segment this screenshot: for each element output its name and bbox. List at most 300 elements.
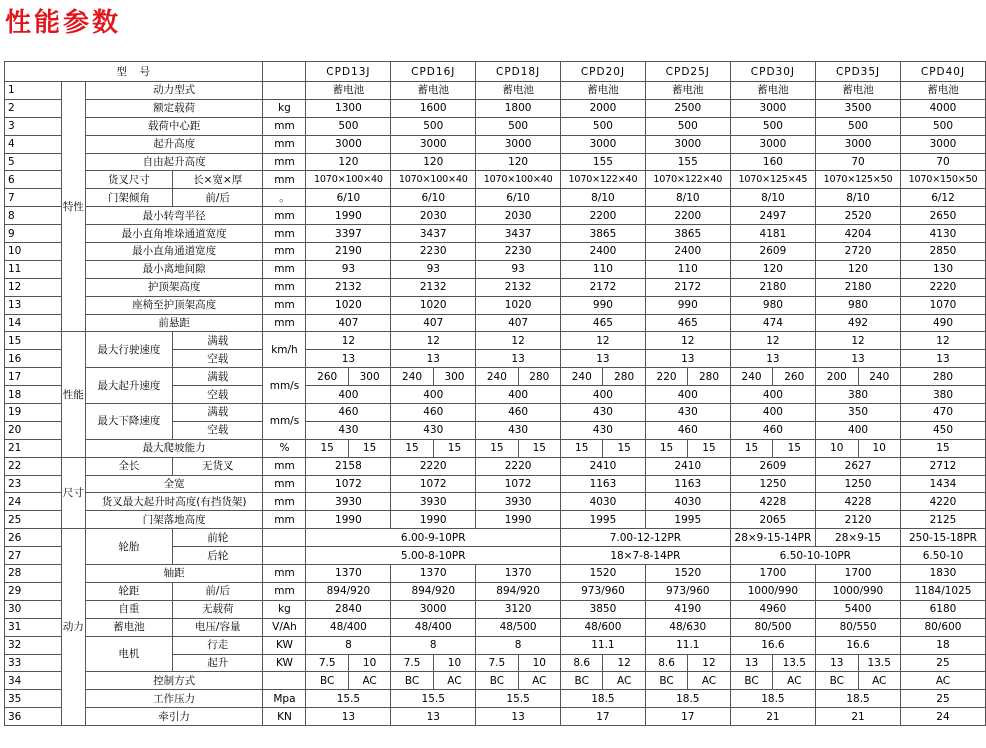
- table-row: [5, 243, 986, 261]
- value-cell: 1163: [645, 475, 730, 493]
- row-number: 14: [5, 314, 62, 332]
- unit-cell: [263, 672, 306, 690]
- value-cell: 2200: [645, 207, 730, 225]
- value-cell: AC: [858, 672, 900, 690]
- value-cell: 11.1: [645, 636, 730, 654]
- value-cell: 2400: [645, 243, 730, 261]
- model-header: CPD18J: [476, 62, 561, 82]
- value-cell: 7.5: [476, 654, 518, 672]
- value-cell: 3397: [306, 225, 391, 243]
- param-label: 门架落地高度: [85, 511, 263, 529]
- param-label: 货叉尺寸: [85, 171, 172, 189]
- value-cell: 1990: [306, 207, 391, 225]
- value-cell: 280: [603, 368, 645, 386]
- unit-cell: V/Ah: [263, 618, 306, 636]
- value-cell: 1020: [391, 296, 476, 314]
- value-cell: 6180: [900, 600, 985, 618]
- value-cell: 3000: [391, 135, 476, 153]
- param-sublabel: 前/后: [172, 582, 262, 600]
- unit-cell: kg: [263, 99, 306, 117]
- value-cell: 12: [561, 332, 646, 350]
- value-cell: 12: [306, 332, 391, 350]
- row-number: 36: [5, 708, 62, 726]
- value-cell: 4204: [816, 225, 901, 243]
- param-label: 牵引力: [85, 708, 263, 726]
- value-cell: 2132: [391, 278, 476, 296]
- value-cell: 500: [900, 117, 985, 135]
- unit-cell: mm: [263, 278, 306, 296]
- value-cell: 120: [476, 153, 561, 171]
- value-cell: 2220: [900, 278, 985, 296]
- value-cell: 430: [561, 421, 646, 439]
- value-cell: 2840: [306, 600, 391, 618]
- value-cell: 300: [433, 368, 475, 386]
- value-cell: 13: [816, 654, 858, 672]
- param-label: 最大下降速度: [85, 404, 172, 440]
- value-cell: 1995: [645, 511, 730, 529]
- param-label: 最小直角堆垛通道宽度: [85, 225, 263, 243]
- value-cell: 蓄电池: [730, 82, 815, 100]
- value-cell: 21: [730, 708, 815, 726]
- value-cell: 2065: [730, 511, 815, 529]
- value-cell: 1520: [561, 565, 646, 583]
- row-number: 21: [5, 439, 62, 457]
- value-cell: 13: [730, 350, 815, 368]
- value-cell: 1250: [816, 475, 901, 493]
- value-cell: 1020: [306, 296, 391, 314]
- table-row: [5, 260, 986, 278]
- value-cell: 2410: [645, 457, 730, 475]
- value-cell: 500: [816, 117, 901, 135]
- value-cell: 4000: [900, 99, 985, 117]
- value-cell: AC: [603, 672, 645, 690]
- value-cell: 380: [900, 386, 985, 404]
- value-cell: 2230: [391, 243, 476, 261]
- table-row: [5, 171, 986, 189]
- value-cell: 3000: [730, 135, 815, 153]
- table-row: [5, 457, 986, 475]
- model-header: CPD40J: [900, 62, 985, 82]
- table-row: [5, 600, 986, 618]
- value-cell: 93: [391, 260, 476, 278]
- value-cell: 430: [306, 421, 391, 439]
- value-cell: 70: [816, 153, 901, 171]
- table-row: [5, 565, 986, 583]
- value-cell: 25: [900, 654, 985, 672]
- row-number: 27: [5, 547, 62, 565]
- value-cell: 894/920: [476, 582, 561, 600]
- row-number: 6: [5, 171, 62, 189]
- row-number: 8: [5, 207, 62, 225]
- value-cell: 15: [900, 439, 985, 457]
- unit-cell: mm: [263, 225, 306, 243]
- value-cell: 240: [476, 368, 518, 386]
- value-cell: 3865: [645, 225, 730, 243]
- value-cell: 2712: [900, 457, 985, 475]
- table-row: [5, 368, 986, 386]
- model-header: CPD13J: [306, 62, 391, 82]
- value-cell: 380: [816, 386, 901, 404]
- value-cell: 3000: [816, 135, 901, 153]
- value-cell: 280: [518, 368, 560, 386]
- param-sublabel: 长×宽×厚: [172, 171, 262, 189]
- row-number: 1: [5, 82, 62, 100]
- value-cell: 1000/990: [816, 582, 901, 600]
- table-row: [5, 636, 986, 654]
- value-cell: 1370: [306, 565, 391, 583]
- table-row: [5, 153, 986, 171]
- value-cell: 12: [391, 332, 476, 350]
- param-label: 控制方式: [85, 672, 263, 690]
- unit-cell: mm: [263, 171, 306, 189]
- value-cell: 3865: [561, 225, 646, 243]
- unit-cell: mm: [263, 565, 306, 583]
- param-label: 额定载荷: [85, 99, 263, 117]
- value-cell: 430: [645, 404, 730, 422]
- param-sublabel: 满载: [172, 404, 262, 422]
- value-cell: 1070×100×40: [391, 171, 476, 189]
- value-cell: 3000: [561, 135, 646, 153]
- value-cell: 465: [561, 314, 646, 332]
- group-label: 动力: [62, 529, 86, 726]
- value-cell: 1070×100×40: [476, 171, 561, 189]
- row-number: 23: [5, 475, 62, 493]
- row-number: 32: [5, 636, 62, 654]
- value-cell: 894/920: [306, 582, 391, 600]
- value-cell: 15.5: [476, 690, 561, 708]
- table-row: [5, 332, 986, 350]
- value-cell: 155: [561, 153, 646, 171]
- value-cell: 8/10: [816, 189, 901, 207]
- value-cell: 2190: [306, 243, 391, 261]
- unit-cell: mm: [263, 582, 306, 600]
- param-label: 护顶架高度: [85, 278, 263, 296]
- value-cell: 8/10: [561, 189, 646, 207]
- value-cell: 15: [773, 439, 816, 457]
- param-sublabel: 空载: [172, 421, 262, 439]
- row-number: 20: [5, 421, 62, 439]
- value-cell: 2220: [391, 457, 476, 475]
- value-cell: 2520: [816, 207, 901, 225]
- value-cell: 8: [476, 636, 561, 654]
- value-cell: 1800: [476, 99, 561, 117]
- value-cell: 18.5: [561, 690, 646, 708]
- value-cell: 460: [730, 421, 815, 439]
- value-cell: 13.5: [858, 654, 900, 672]
- value-cell: BC: [561, 672, 603, 690]
- value-cell: 8/10: [730, 189, 815, 207]
- value-cell: 13: [816, 350, 901, 368]
- value-cell: 蓄电池: [476, 82, 561, 100]
- model-header: CPD16J: [391, 62, 476, 82]
- table-row: [5, 404, 986, 422]
- value-cell: 93: [306, 260, 391, 278]
- unit-cell: mm: [263, 511, 306, 529]
- row-number: 22: [5, 457, 62, 475]
- value-cell: 3930: [476, 493, 561, 511]
- value-cell: 3930: [391, 493, 476, 511]
- value-cell: 2609: [730, 243, 815, 261]
- value-cell: BC: [391, 672, 433, 690]
- value-cell: 8.6: [645, 654, 687, 672]
- value-cell: 3000: [645, 135, 730, 153]
- value-cell: 2132: [306, 278, 391, 296]
- value-cell: 15: [433, 439, 475, 457]
- value-cell: 6/12: [900, 189, 985, 207]
- value-cell: 8: [306, 636, 391, 654]
- value-cell: 17: [561, 708, 646, 726]
- value-cell: 5400: [816, 600, 901, 618]
- value-cell: 2172: [561, 278, 646, 296]
- param-label: 座椅至护顶架高度: [85, 296, 263, 314]
- value-cell: AC: [900, 672, 985, 690]
- value-cell: 4190: [645, 600, 730, 618]
- value-cell: 93: [476, 260, 561, 278]
- value-cell: 500: [391, 117, 476, 135]
- param-sublabel: 起升: [172, 654, 262, 672]
- unit-cell: mm/s: [263, 368, 306, 404]
- value-cell: 蓄电池: [306, 82, 391, 100]
- unit-cell: [263, 547, 306, 565]
- value-cell: 430: [391, 421, 476, 439]
- value-cell: 蓄电池: [561, 82, 646, 100]
- param-label: 自重: [85, 600, 172, 618]
- table-row: [5, 278, 986, 296]
- value-cell: 460: [476, 404, 561, 422]
- unit-cell: mm: [263, 135, 306, 153]
- value-cell: 250-15-18PR: [900, 529, 985, 547]
- value-cell: 13: [391, 708, 476, 726]
- unit-cell: mm: [263, 117, 306, 135]
- value-cell: BC: [730, 672, 773, 690]
- param-sublabel: 满载: [172, 332, 262, 350]
- value-cell: 13: [645, 350, 730, 368]
- value-cell: 1072: [391, 475, 476, 493]
- row-number: 24: [5, 493, 62, 511]
- row-number: 25: [5, 511, 62, 529]
- value-cell: 500: [476, 117, 561, 135]
- value-cell: 4228: [816, 493, 901, 511]
- value-cell: 18×7-8-14PR: [561, 547, 731, 565]
- row-number: 11: [5, 260, 62, 278]
- value-cell: 21: [816, 708, 901, 726]
- value-cell: 2609: [730, 457, 815, 475]
- value-cell: 15: [730, 439, 773, 457]
- unit-cell: [263, 82, 306, 100]
- value-cell: 280: [688, 368, 730, 386]
- value-cell: 15.5: [306, 690, 391, 708]
- group-label: 特性: [62, 82, 86, 332]
- value-cell: 15: [391, 439, 433, 457]
- unit-cell: Mpa: [263, 690, 306, 708]
- value-cell: 1434: [900, 475, 985, 493]
- value-cell: 450: [900, 421, 985, 439]
- value-cell: 1370: [476, 565, 561, 583]
- row-number: 9: [5, 225, 62, 243]
- value-cell: 48/500: [476, 618, 561, 636]
- value-cell: 2850: [900, 243, 985, 261]
- table-row: [5, 225, 986, 243]
- table-row: [5, 690, 986, 708]
- value-cell: 1830: [900, 565, 985, 583]
- unit-cell: KW: [263, 654, 306, 672]
- param-label: 最大起升速度: [85, 368, 172, 404]
- param-sublabel: 行走: [172, 636, 262, 654]
- value-cell: 蓄电池: [391, 82, 476, 100]
- row-number: 4: [5, 135, 62, 153]
- table-row: [5, 439, 986, 457]
- value-cell: 15: [645, 439, 687, 457]
- value-cell: 18: [900, 636, 985, 654]
- value-cell: 4030: [561, 493, 646, 511]
- value-cell: 15: [603, 439, 645, 457]
- value-cell: 3000: [730, 99, 815, 117]
- value-cell: 28×9-15: [816, 529, 901, 547]
- value-cell: 3120: [476, 600, 561, 618]
- row-number: 12: [5, 278, 62, 296]
- value-cell: 1990: [391, 511, 476, 529]
- unit-cell: mm: [263, 260, 306, 278]
- row-number: 28: [5, 565, 62, 583]
- param-label: 最小离地间隙: [85, 260, 263, 278]
- value-cell: 4130: [900, 225, 985, 243]
- value-cell: 1600: [391, 99, 476, 117]
- value-cell: 1070×100×40: [306, 171, 391, 189]
- value-cell: 350: [816, 404, 901, 422]
- param-label: 起升高度: [85, 135, 263, 153]
- row-number: 26: [5, 529, 62, 547]
- model-header: CPD35J: [816, 62, 901, 82]
- value-cell: 400: [730, 404, 815, 422]
- value-cell: AC: [518, 672, 560, 690]
- value-cell: 1370: [391, 565, 476, 583]
- value-cell: 1990: [476, 511, 561, 529]
- value-cell: 3437: [391, 225, 476, 243]
- table-row: [5, 493, 986, 511]
- value-cell: 1250: [730, 475, 815, 493]
- value-cell: 蓄电池: [816, 82, 901, 100]
- value-cell: 4960: [730, 600, 815, 618]
- param-label: 轴距: [85, 565, 263, 583]
- value-cell: 2200: [561, 207, 646, 225]
- value-cell: 2230: [476, 243, 561, 261]
- param-label: 门架倾角: [85, 189, 172, 207]
- value-cell: 300: [348, 368, 390, 386]
- value-cell: 10: [816, 439, 858, 457]
- value-cell: 3000: [900, 135, 985, 153]
- value-cell: 460: [306, 404, 391, 422]
- value-cell: 13: [306, 350, 391, 368]
- table-row: [5, 529, 986, 547]
- value-cell: 4220: [900, 493, 985, 511]
- value-cell: 1070: [900, 296, 985, 314]
- table-row: [5, 82, 986, 100]
- row-number: 5: [5, 153, 62, 171]
- value-cell: 1020: [476, 296, 561, 314]
- value-cell: 980: [816, 296, 901, 314]
- value-cell: 400: [306, 386, 391, 404]
- unit-cell: mm/s: [263, 404, 306, 440]
- value-cell: 48/630: [645, 618, 730, 636]
- value-cell: 4030: [645, 493, 730, 511]
- table-row: [5, 618, 986, 636]
- param-sublabel: 前轮: [172, 529, 262, 547]
- value-cell: 13: [730, 654, 773, 672]
- param-label: 动力型式: [85, 82, 263, 100]
- value-cell: 12: [603, 654, 645, 672]
- value-cell: BC: [306, 672, 348, 690]
- value-cell: 4181: [730, 225, 815, 243]
- value-cell: 430: [561, 404, 646, 422]
- value-cell: 4228: [730, 493, 815, 511]
- value-cell: 260: [306, 368, 348, 386]
- value-cell: 48/600: [561, 618, 646, 636]
- value-cell: 1000/990: [730, 582, 815, 600]
- param-label: 载荷中心距: [85, 117, 263, 135]
- value-cell: 500: [730, 117, 815, 135]
- value-cell: 2030: [476, 207, 561, 225]
- row-number: 18: [5, 386, 62, 404]
- value-cell: 990: [645, 296, 730, 314]
- value-cell: 2497: [730, 207, 815, 225]
- row-number: 29: [5, 582, 62, 600]
- unit-cell: mm: [263, 207, 306, 225]
- value-cell: 2000: [561, 99, 646, 117]
- value-cell: 3500: [816, 99, 901, 117]
- value-cell: 407: [391, 314, 476, 332]
- value-cell: 120: [391, 153, 476, 171]
- value-cell: 160: [730, 153, 815, 171]
- table-row: [5, 189, 986, 207]
- value-cell: 80/550: [816, 618, 901, 636]
- unit-cell: 。: [263, 189, 306, 207]
- value-cell: 500: [561, 117, 646, 135]
- unit-cell: km/h: [263, 332, 306, 368]
- row-number: 15: [5, 332, 62, 350]
- value-cell: 400: [391, 386, 476, 404]
- row-number: 30: [5, 600, 62, 618]
- header-row: [5, 62, 986, 82]
- row-number: 31: [5, 618, 62, 636]
- unit-cell: mm: [263, 314, 306, 332]
- value-cell: 13: [476, 708, 561, 726]
- unit-cell: [263, 529, 306, 547]
- value-cell: 8: [391, 636, 476, 654]
- group-label: 尺寸: [62, 457, 86, 529]
- unit-cell: mm: [263, 243, 306, 261]
- table-row: [5, 475, 986, 493]
- value-cell: 13: [306, 708, 391, 726]
- value-cell: 407: [306, 314, 391, 332]
- value-cell: 70: [900, 153, 985, 171]
- value-cell: 1070×150×50: [900, 171, 985, 189]
- value-cell: 990: [561, 296, 646, 314]
- value-cell: 407: [476, 314, 561, 332]
- value-cell: 155: [645, 153, 730, 171]
- value-cell: 1070×125×50: [816, 171, 901, 189]
- row-number: 10: [5, 243, 62, 261]
- value-cell: 280: [900, 368, 985, 386]
- unit-cell: mm: [263, 475, 306, 493]
- value-cell: 2172: [645, 278, 730, 296]
- value-cell: 16.6: [730, 636, 815, 654]
- value-cell: 8/10: [645, 189, 730, 207]
- value-cell: 15: [518, 439, 560, 457]
- value-cell: 12: [730, 332, 815, 350]
- unit-cell: mm: [263, 493, 306, 511]
- table-row: [5, 672, 986, 690]
- value-cell: 28×9-15-14PR: [730, 529, 815, 547]
